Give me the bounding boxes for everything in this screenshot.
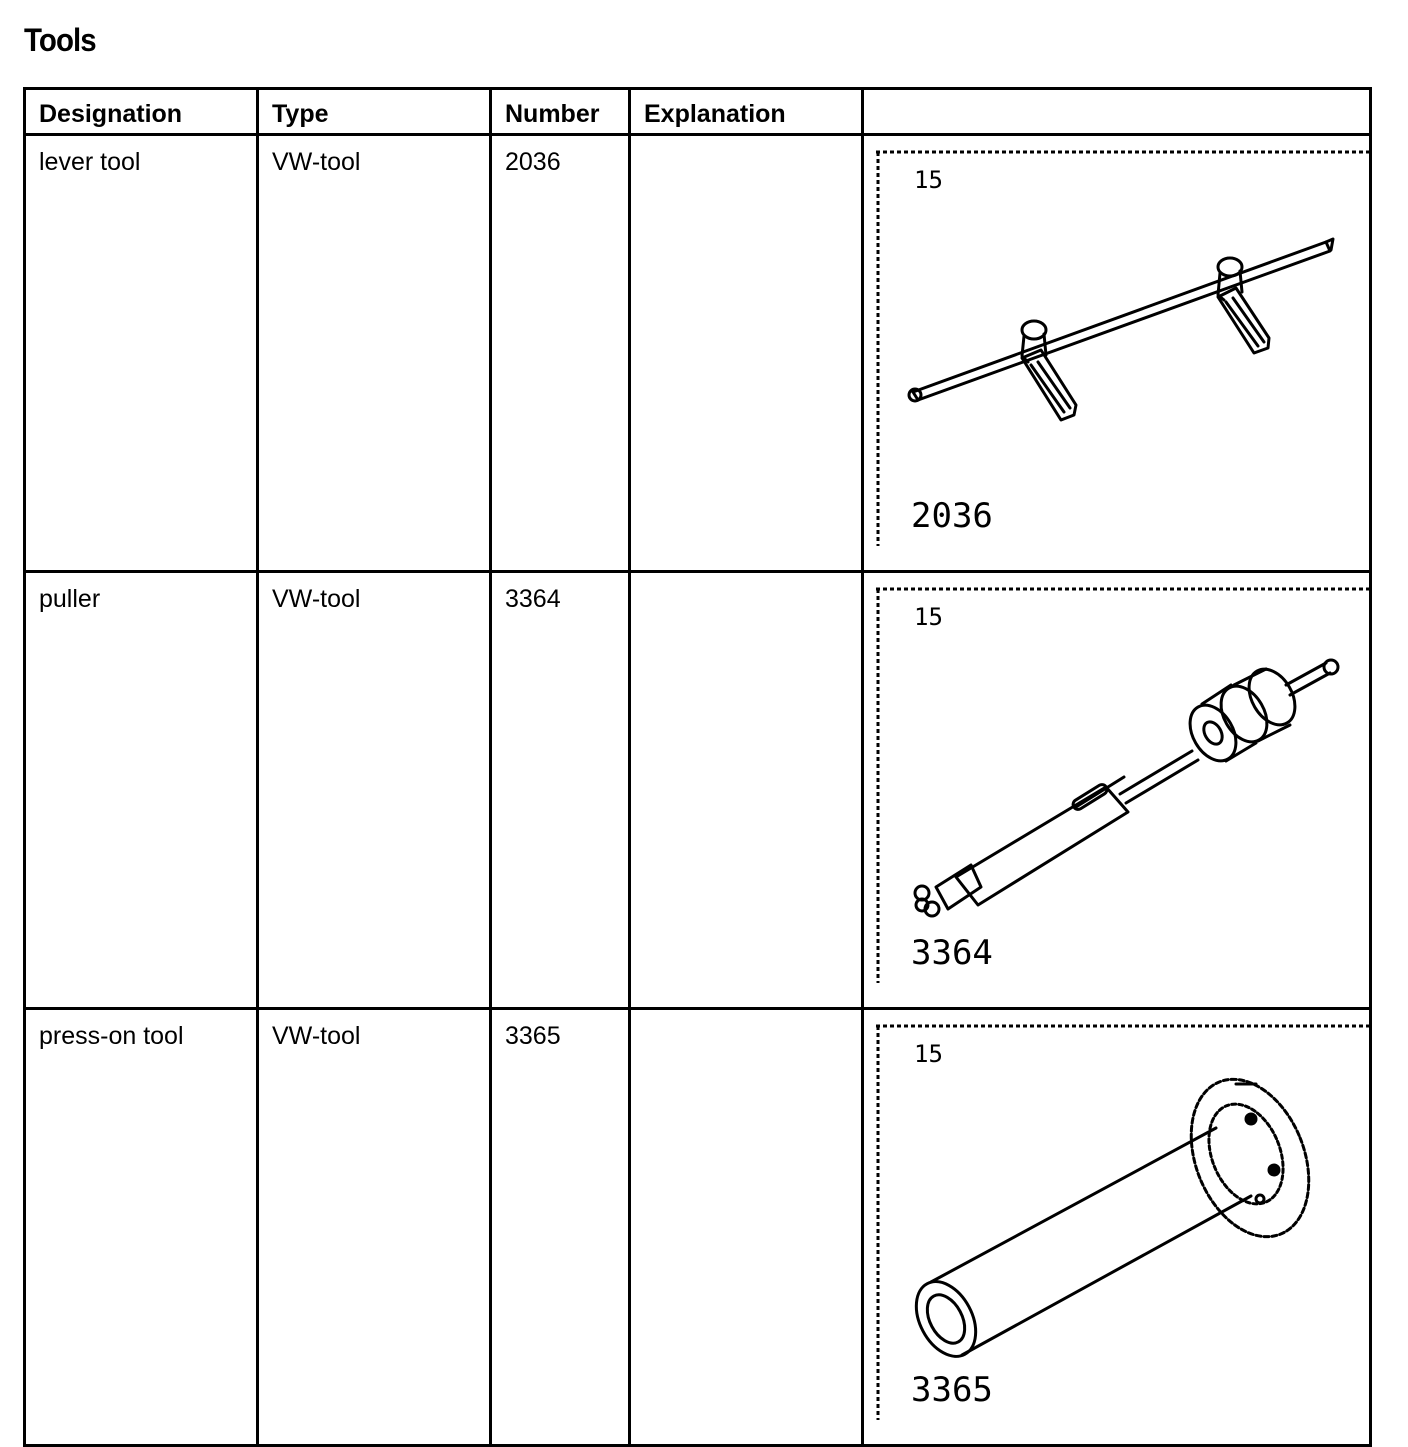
figure-cell [863, 572, 1371, 1009]
table-row [25, 1009, 1371, 1446]
press-on-tool-illustration [876, 1024, 1372, 1420]
figure-ref-number: 15 [914, 603, 943, 631]
tool-figure [876, 150, 1372, 546]
figure-tool-number: 3364 [911, 933, 993, 973]
designation-cell: press-on tool [25, 1009, 258, 1446]
puller-illustration [876, 587, 1372, 983]
type-cell: VW-tool [258, 572, 491, 1009]
figure-tool-number: 3365 [911, 1370, 993, 1410]
number-cell: 3364 [491, 572, 630, 1009]
tools-table [23, 87, 1372, 1447]
explanation-cell [630, 135, 863, 572]
table-row [25, 135, 1371, 572]
figure-ref-number: 15 [914, 166, 943, 194]
figure-ref-number: 15 [914, 1040, 943, 1068]
tool-figure [876, 587, 1372, 983]
figure-cell [863, 1009, 1371, 1446]
type-cell: VW-tool [258, 135, 491, 572]
column-header-type: Type [258, 89, 491, 135]
explanation-cell [630, 572, 863, 1009]
figure-tool-number: 2036 [911, 496, 993, 536]
page-title: Tools [24, 22, 96, 58]
designation-cell: puller [25, 572, 258, 1009]
designation-cell: lever tool [25, 135, 258, 572]
column-header-explanation: Explanation [630, 89, 863, 135]
column-header-figure [863, 89, 1371, 135]
tool-figure [876, 1024, 1372, 1420]
column-header-number: Number [491, 89, 630, 135]
column-header-designation: Designation [25, 89, 258, 135]
number-cell: 3365 [491, 1009, 630, 1446]
type-cell: VW-tool [258, 1009, 491, 1446]
table-header-row [25, 89, 1371, 135]
explanation-cell [630, 1009, 863, 1446]
lever-tool-illustration [876, 150, 1372, 546]
figure-cell [863, 135, 1371, 572]
number-cell: 2036 [491, 135, 630, 572]
table-row [25, 572, 1371, 1009]
